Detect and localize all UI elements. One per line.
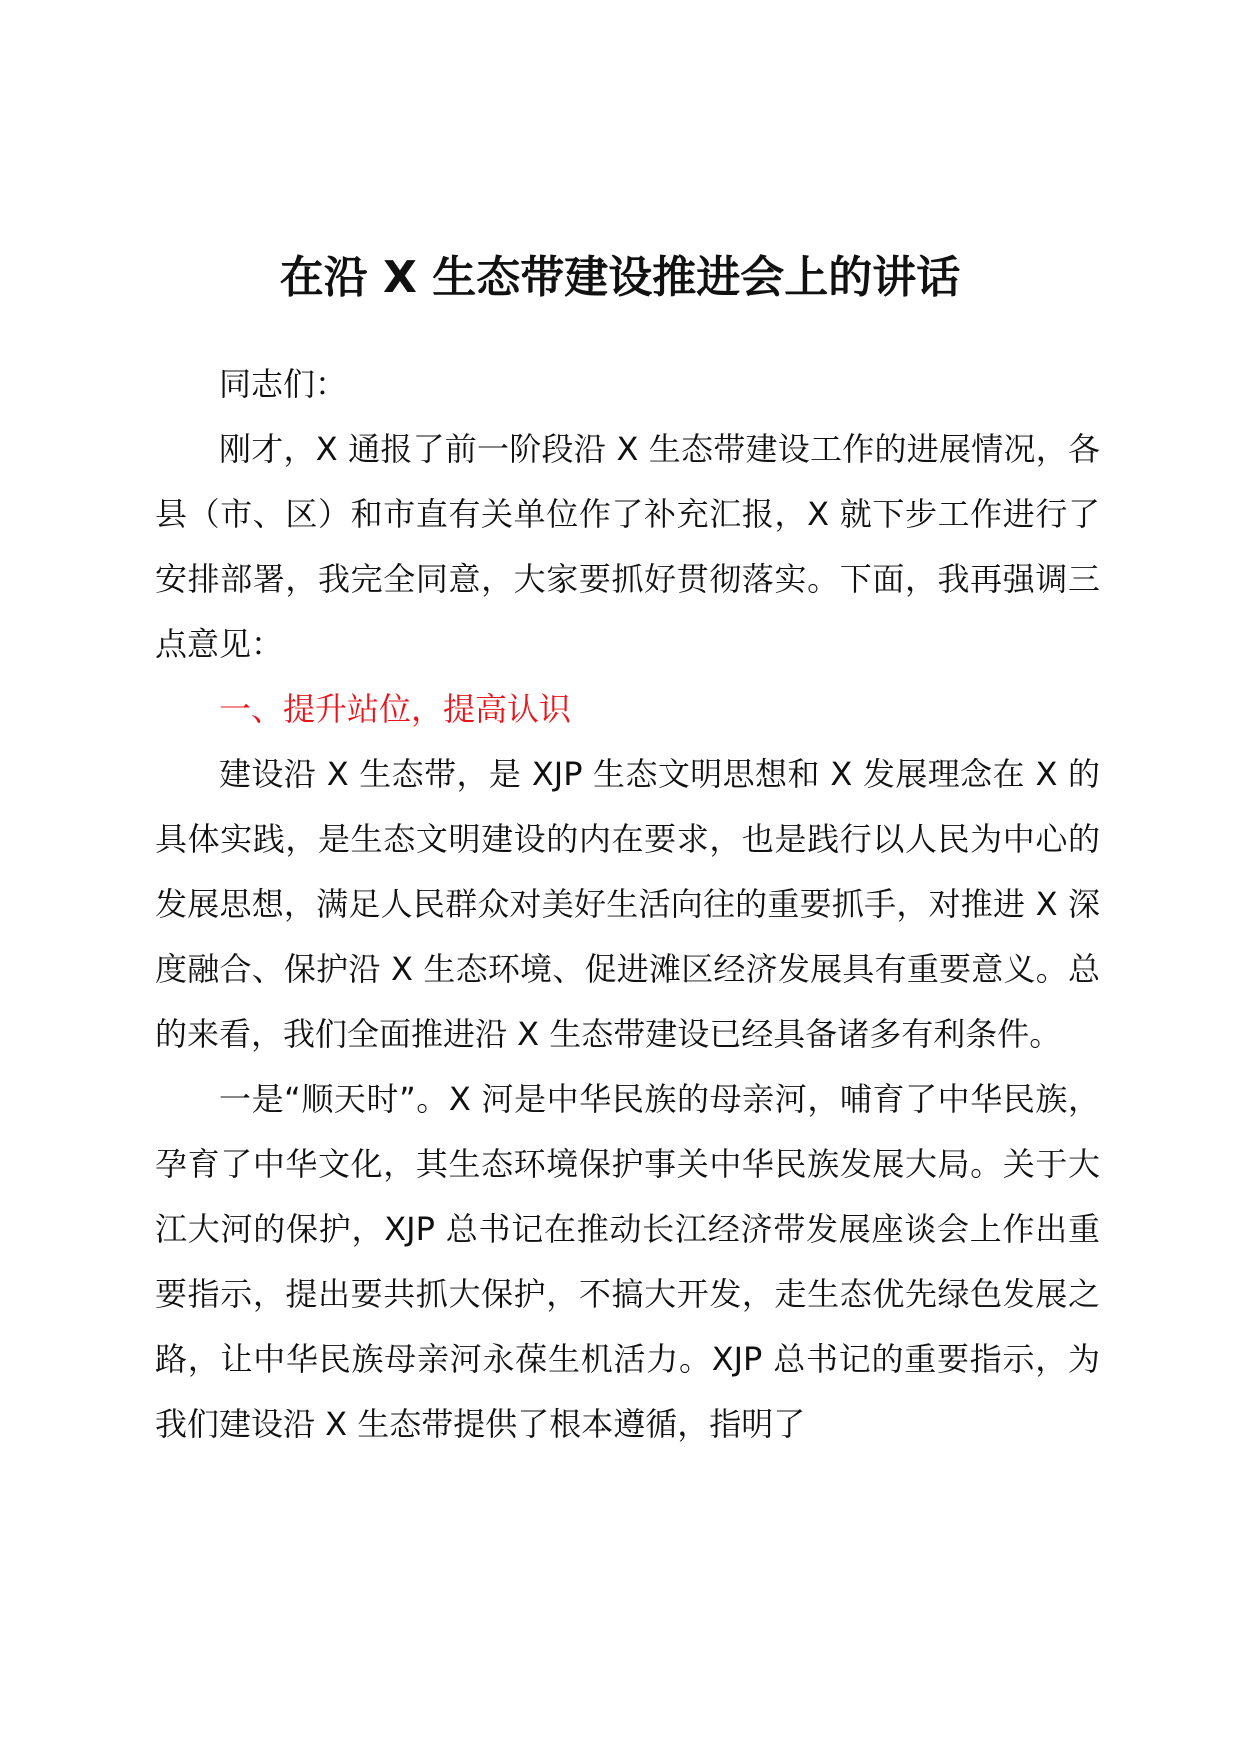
document-body [155,352,1100,1457]
paragraph-significance: 建设沿 X 生态带，是 XJP 生态文明思想和 X 发展理念在 X 的具体实践，是生态文明建设的内在要求，也是践行以人民为中心的发展思想，满足人民群众对美好生活向往的重要抓手，对推进 X 深度融合、保护沿 X 生态环境、促进滩区经济发展具有重要意义。总的来看，我们全面推进沿 X 生态带建设已经具备诸多有利条件。 [155,755,1100,1053]
document-title: 在沿 X 生态带建设推进会上的讲话 [279,252,961,303]
paragraph-intro: 刚才，X 通报了前一阶段沿 X 生态带建设工作的进展情况，各县（市、区）和市直有关单位作了补充汇报，X 就下步工作进行了安排部署，我完全同意，大家要抓好贯彻落实。下面，我再强调三点意见： [155,430,1100,663]
paragraph-timing: 一是“顺天时”。X 河是中华民族的母亲河，哺育了中华民族，孕育了中华文化，其生态环境保护事关中华民族发展大局。关于大江大河的保护，XJP 总书记在推动长江经济带发展座谈会上作出重要指示，提出要共抓大保护，不搞大开发，走生态优先绿色发展之路，让中华民族母亲河永葆生机活力。XJP 总书记的重要指示，为我们建设沿 X 生态带提供了根本遵循，指明了 [155,1080,1100,1443]
section-heading: 一、提升站位，提高认识 [219,690,572,728]
salutation: 同志们： [219,365,348,403]
